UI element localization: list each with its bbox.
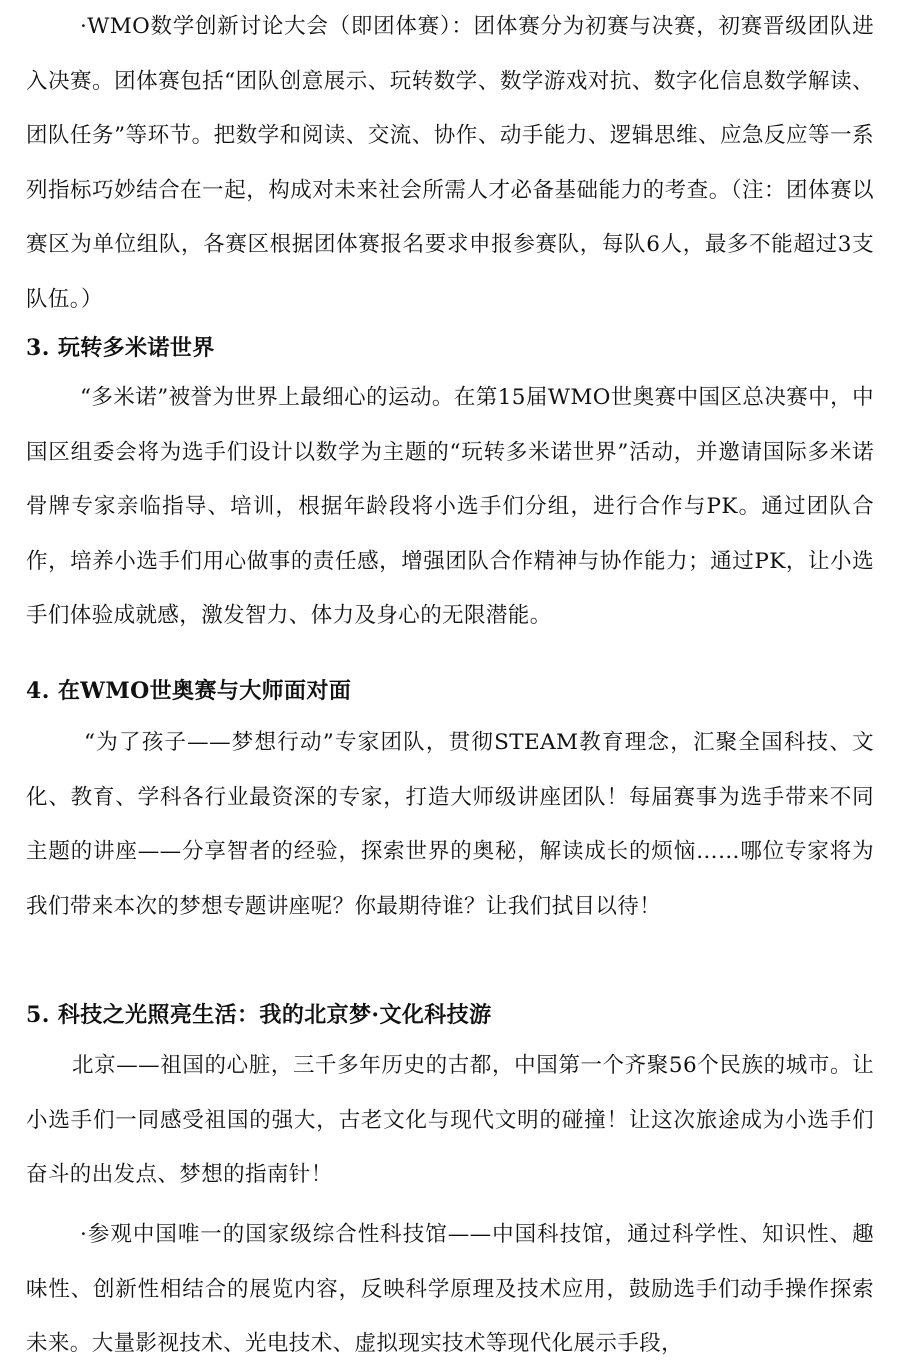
section-heading-masters: 4. 在WMO世奥赛与大师面对面 [26,678,352,704]
paragraph-wmo-team-competition: ·WMO数学创新讨论大会（即团体赛）：团体赛分为初赛与决赛，初赛晋级团队进入决赛。团体赛包括“团队创意展示、玩转数学、数学游戏对抗、数字化信息数学解读、团队任务”等环节。把数学和阅读、交流、协作、动手能力、逻辑思维、应急反应等一系列指标巧妙结合在一起，构成对未来社会所需人才必备基础能力的考查。（注：团体赛以赛区为单位组队，各赛区根据团体赛报名要求申报参赛队，每队6人，最多不能超过3支队伍。） [26,14,874,312]
paragraph-domino-world: “多米诺”被誉为世界上最细心的运动。在第15届WMO世奥赛中国区总决赛中，中国区组委会将为选手们设计以数学为主题的“玩转多米诺世界”活动，并邀请国际多米诺骨牌专家亲临指导、培训，根据年龄段将小选手们分组，进行合作与PK。通过团队合作，培养小选手们用心做事的责任感，增强团队合作精神与协作能力；通过PK，让小选手们体验成就感，激发智力、体力及身心的无限潜能。 [26,385,874,628]
section-heading-domino: 3. 玩转多米诺世界 [26,335,215,361]
section-heading-beijing-tour: 5. 科技之光照亮生活：我的北京梦·文化科技游 [26,1002,492,1028]
paragraph-expert-lectures: “为了孩子——梦想行动”专家团队，贯彻STEAM教育理念，汇聚全国科技、文化、教育、学科各行业最资深的专家，打造大师级讲座团队！每届赛事为选手带来不同主题的讲座——分享智者的经验，探索世界的奥秘，解读成长的烦恼……哪位专家将为我们带来本次的梦想专题讲座呢？你最期待谁？让我们拭目以待！ [26,730,874,919]
paragraph-science-museum-visit: ·参观中国唯一的国家级综合性科技馆——中国科技馆，通过科学性、知识性、趣味性、创新性相结合的展览内容，反映科学原理及技术应用，鼓励选手们动手操作探索未来。大量影视技术、光电技术、虚拟现实技术等现代化展示手段， [26,1222,874,1356]
paragraph-beijing-intro: 北京——祖国的心脏，三千多年历史的古都，中国第一个齐聚56个民族的城市。让小选手们一同感受祖国的强大，古老文化与现代文明的碰撞！让这次旅途成为小选手们奋斗的出发点、梦想的指南针！ [26,1053,874,1187]
